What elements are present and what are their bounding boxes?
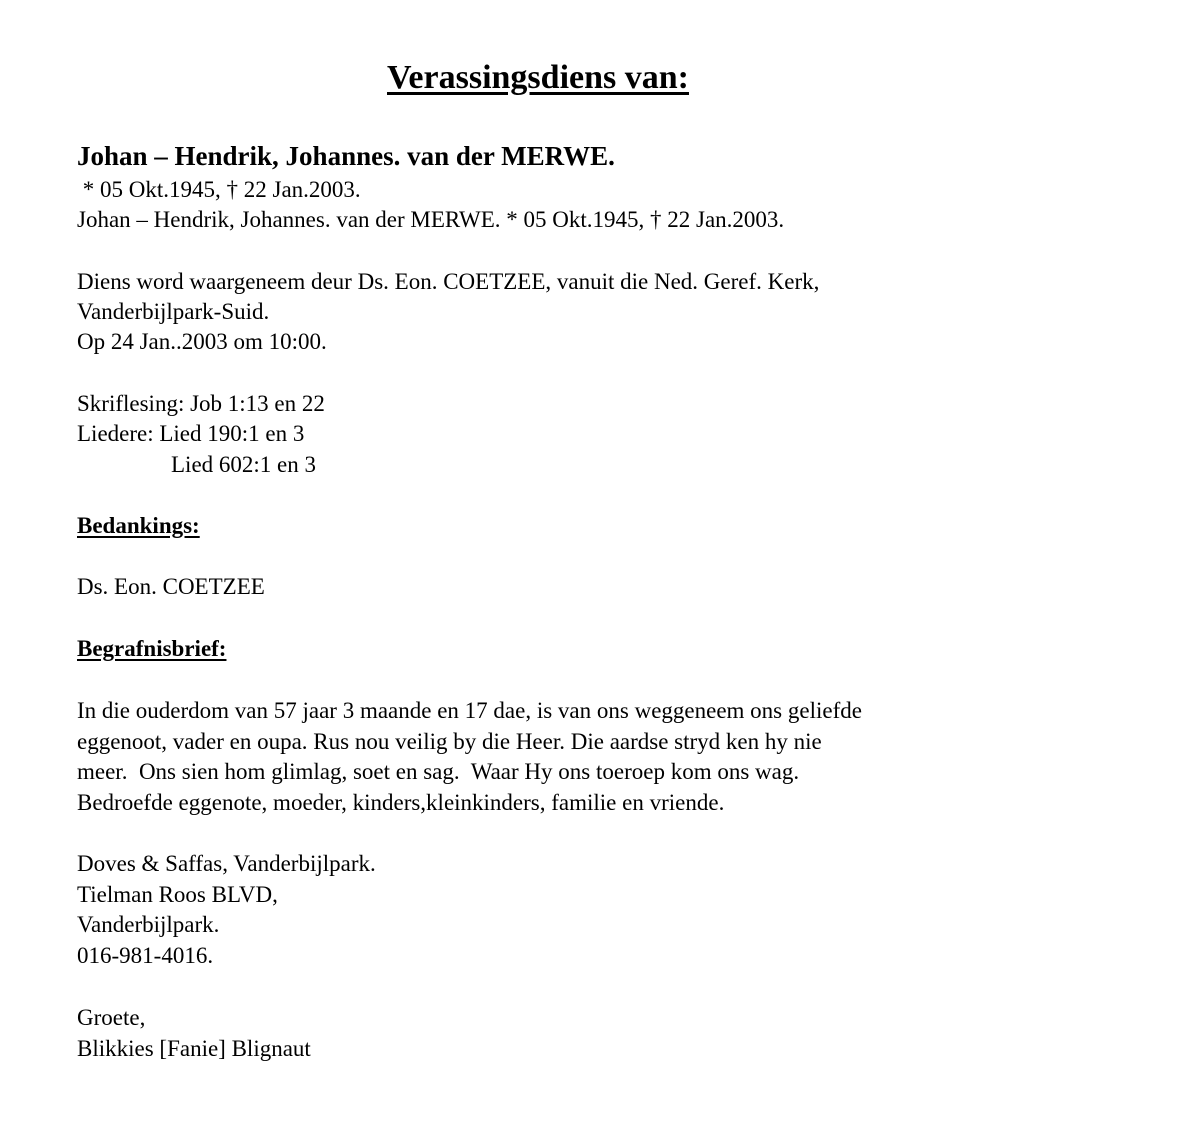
service-line-2: Vanderbijlpark-Suid. bbox=[77, 299, 270, 324]
thanks-heading: Bedankings: bbox=[77, 513, 200, 538]
thanks-name: Ds. Eon. COETZEE bbox=[77, 574, 265, 599]
undertaker-line-3: Vanderbijlpark. bbox=[77, 912, 220, 937]
letter-line-1: In die ouderdom van 57 jaar 3 maande en 17 dae, is van ons weggeneem ons geliefde bbox=[77, 698, 862, 723]
letter-heading: Begrafnisbrief: bbox=[77, 636, 227, 661]
closing-greeting: Groete, bbox=[77, 1005, 146, 1030]
songs-line-1: Liedere: Lied 190:1 en 3 bbox=[77, 421, 305, 446]
undertaker-line-2: Tielman Roos BLVD, bbox=[77, 882, 278, 907]
songs-line-2: Lied 602:1 en 3 bbox=[171, 452, 316, 477]
document-title: Verassingsdiens van: bbox=[387, 59, 689, 96]
scripture-reading: Skriflesing: Job 1:13 en 22 bbox=[77, 391, 325, 416]
undertaker-line-1: Doves & Saffas, Vanderbijlpark. bbox=[77, 851, 376, 876]
service-line-1: Diens word waargeneem deur Ds. Eon. COETZEE, vanuit die Ned. Geref. Kerk, bbox=[77, 269, 820, 294]
name-dates-line: Johan – Hendrik, Johannes. van der MERWE. * 05 Okt.1945, † 22 Jan.2003. bbox=[77, 207, 785, 232]
undertaker-phone: 016-981-4016. bbox=[77, 943, 214, 968]
service-line-3: Op 24 Jan..2003 om 10:00. bbox=[77, 329, 327, 354]
life-dates: * 05 Okt.1945, † 22 Jan.2003. bbox=[77, 177, 361, 202]
letter-line-2: eggenoot, vader en oupa. Rus nou veilig by die Heer. Die aardse stryd ken hy nie bbox=[77, 729, 822, 754]
signature-name: Blikkies [Fanie] Blignaut bbox=[77, 1036, 311, 1061]
letter-line-4: Bedroefde eggenote, moeder, kinders,kleinkinders, familie en vriende. bbox=[77, 790, 725, 815]
letter-line-3: meer. Ons sien hom glimlag, soet en sag. Waar Hy ons toeroep kom ons wag. bbox=[77, 759, 800, 784]
deceased-name: Johan – Hendrik, Johannes. van der MERWE. bbox=[77, 141, 615, 171]
